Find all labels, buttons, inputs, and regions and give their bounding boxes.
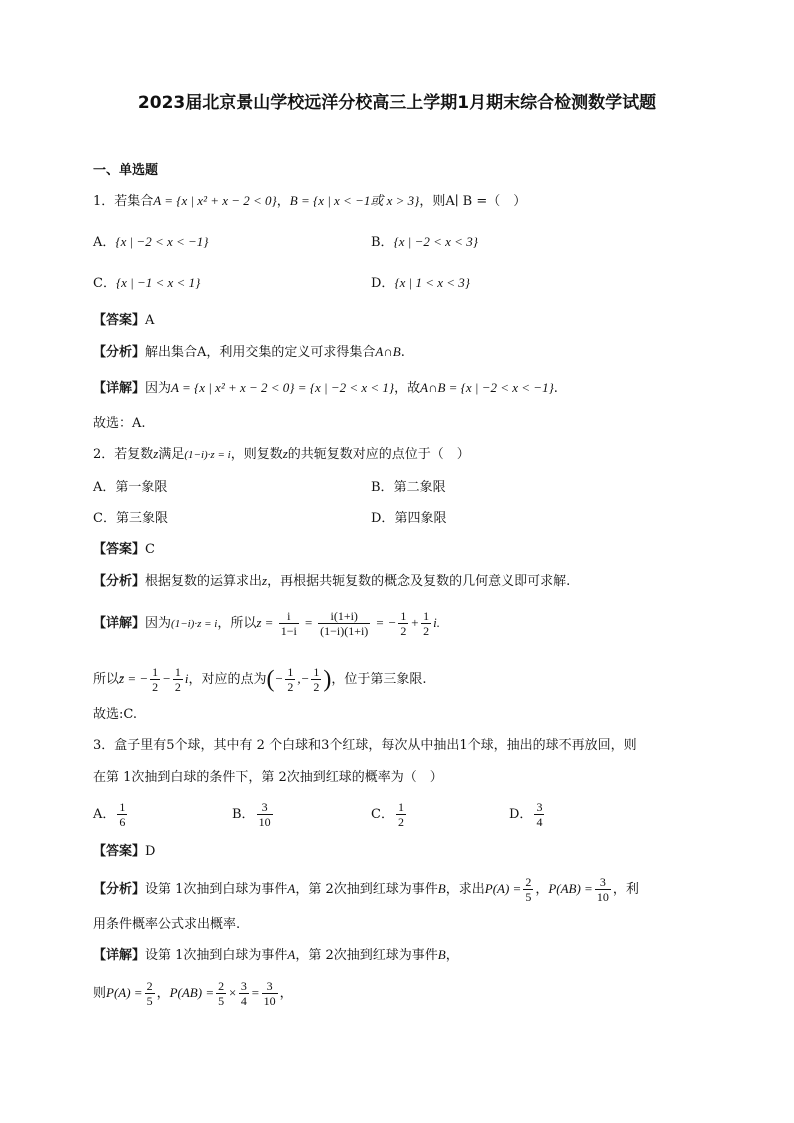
q1-analysis: 【分析】解出集合A，利用交集的定义可求得集合A∩B. <box>93 344 405 360</box>
question-2-stem: 2．若复数z满足(1−i)·z = i，则复数z的共轭复数对应的点位于（ ） <box>93 446 470 462</box>
q3-answer: 【答案】D <box>93 844 156 859</box>
fraction: $\frac{1}{2}$ <box>423 609 430 638</box>
q2-analysis: 【分析】根据复数的运算求出z，再根据共轭复数的概念及复数的几何意义即可求解. <box>93 573 571 589</box>
fraction: $\frac{1}{2}$ <box>313 665 320 694</box>
fraction: $\frac{i}{1-i}$ <box>280 609 297 638</box>
q3-option-d: D． $\frac{3}{4}$ <box>509 800 543 829</box>
fraction: $\frac{1}{2}$ <box>152 665 159 694</box>
q1-option-d: D．{x | 1 < x < 3} <box>371 275 470 291</box>
q2-option-a: A．第一象限 <box>93 480 168 495</box>
q2-conclusion: 故选:C. <box>93 707 137 722</box>
fraction: $\frac{1}{2}$ <box>287 665 294 694</box>
q1-option-a: A．{x | −2 < x < −1} <box>93 234 209 250</box>
page-title: 2023届北京景山学校远洋分校高三上学期1月期末综合检测数学试题 <box>137 93 657 113</box>
q3-option-a: A． $\frac{1}{6}$ <box>93 800 126 829</box>
q1-conclusion: 故选：A. <box>93 416 146 431</box>
question-3-stem-line1: 3．盒子里有5个球，其中有 2 个白球和3个红球，每次从中抽出1个球，抽出的球不再放回，则 <box>93 738 637 753</box>
q2-option-b: B．第二象限 <box>371 480 446 495</box>
fraction: $\frac{1}{2}$ <box>174 665 181 694</box>
q3-analysis-line2: 用条件概率公式求出概率. <box>93 917 241 932</box>
q2-option-c: C．第三象限 <box>93 511 168 526</box>
q2-detail: 【详解】因为(1−i)·z = i，所以z = $\frac{i}{1-i}$ = $\frac{i(1+i)}{(1-i)(1+i)}$ = − $\frac{1}{2}$ + $\frac{1}{2}$ i. <box>93 609 440 638</box>
question-1-stem: 1．若集合A = {x | x² + x − 2 < 0}，B = {x | x < −1或 x > 3}，则A∣ B =（ ） <box>93 193 527 209</box>
question-3-stem-line2: 在第 1次抽到白球的条件下，第 2次抽到红球的概率为（ ） <box>93 770 443 785</box>
q2-option-d: D．第四象限 <box>371 511 447 526</box>
fraction: $\frac{i(1+i)}{(1-i)(1+i)}$ <box>320 609 369 638</box>
q3-analysis: 【分析】设第 1次抽到白球为事件A，第 2次抽到红球为事件B，求出P(A) = $\frac{2}{5}$ ，P(AB) = $\frac{3}{10}$ ，利 <box>93 875 639 904</box>
fraction: $\frac{1}{2}$ <box>400 609 407 638</box>
q3-option-c: C． $\frac{1}{2}$ <box>371 800 404 829</box>
q3-detail: 【详解】设第 1次抽到白球为事件A，第 2次抽到红球为事件B， <box>93 947 459 963</box>
q1-option-b: B．{x | −2 < x < 3} <box>371 234 478 250</box>
q1-answer: 【答案】A <box>93 313 155 328</box>
q1-detail: 【详解】因为A = {x | x² + x − 2 < 0} = {x | −2 < x < 1}，故A∩B = {x | −2 < x < −1}. <box>93 380 558 396</box>
section-heading: 一、单选题 <box>93 163 159 178</box>
q1-option-c: C．{x | −1 < x < 1} <box>93 275 201 291</box>
q2-detail-line2: 所以z̄ = − $\frac{1}{2}$ − $\frac{1}{2}$ i，对应的点为(− $\frac{1}{2}$ ,− $\frac{1}{2}$ )，位于第三象限. <box>93 665 427 694</box>
q3-detail-line2: 则P(A) = $\frac{2}{5}$ ，P(AB) = $\frac{2}{5}$ × $\frac{3}{4}$ = $\frac{3}{10}$ ， <box>93 979 293 1008</box>
q3-option-b: B． $\frac{3}{10}$ <box>232 800 271 829</box>
q2-answer: 【答案】C <box>93 542 155 557</box>
